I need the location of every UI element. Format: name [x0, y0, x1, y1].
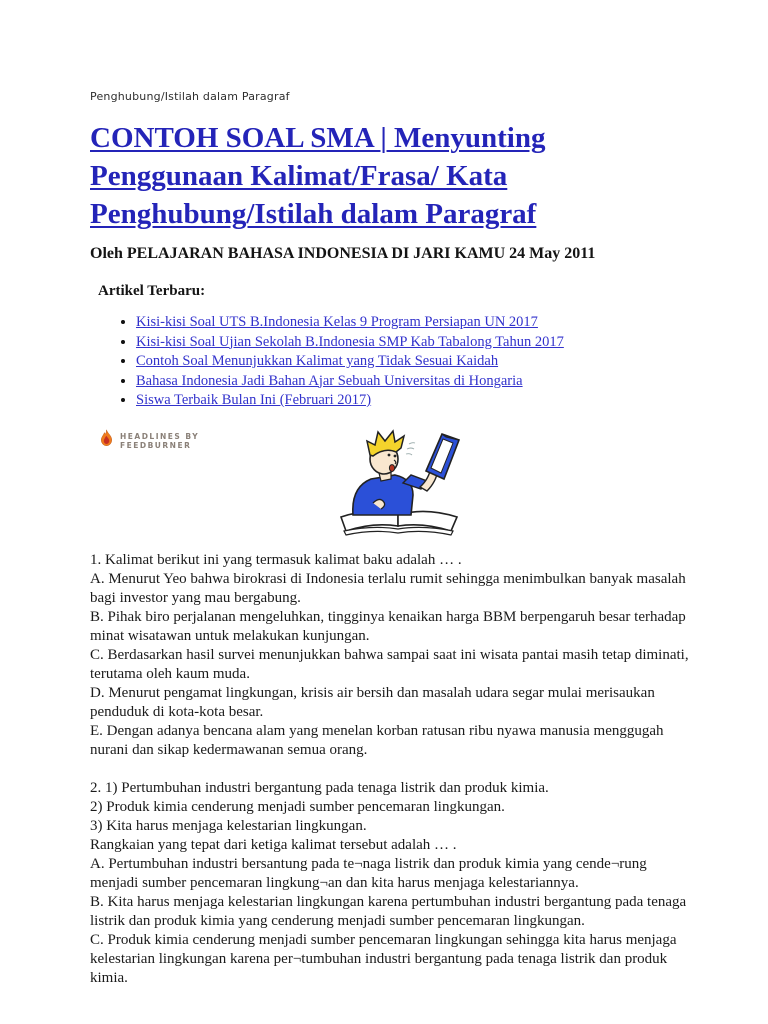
recent-article-item — [136, 352, 690, 372]
article-title-line-3: Penghubung/Istilah dalam Paragraf — [90, 198, 537, 230]
question-line: E. Dengan adanya bencana alam yang menelan korban ratusan ribu nyawa manusia menggugah nurani dan sikap kedermawanan semua orang. — [90, 722, 664, 758]
question-line: A. Menurut Yeo bahwa birokrasi di Indonesia terlalu rumit sehingga menimbulkan banyak masalah bagi investor yang mau bergabung. — [90, 570, 686, 606]
question-line: B. Pihak biro perjalanan mengeluhkan, tingginya kenaikan harga BBM berpengaruh besar terhadap minat wisatawan untuk melakukan kunjungan. — [90, 608, 686, 644]
question-line: D. Menurut pengamat lingkungan, krisis air bersih dan masalah udara segar mulai merisaukan penduduk di kota-kota besar. — [90, 684, 655, 720]
recent-article-link[interactable]: Contoh Soal Menunjukkan Kalimat yang Tidak Sesuai Kaidah — [136, 353, 499, 369]
recent-article-item — [136, 372, 690, 392]
recent-articles-label: Artikel Terbaru: — [98, 283, 206, 299]
question-line: 1. Kalimat berikut ini yang termasuk kalimat baku adalah … . — [90, 551, 462, 568]
question-line: C. Produk kimia cenderung menjadi sumber pencemaran lingkungan sehingga kita harus menjaga kelestarian lingkungan karena per¬tumbuhan industri bergantung pada tenaga listrik dan produk kimia. — [90, 931, 677, 986]
flame-icon — [98, 429, 115, 456]
article-title-link[interactable] — [90, 119, 690, 233]
recent-article-link[interactable]: Kisi-kisi Soal UTS B.Indonesia Kelas 9 Program Persiapan UN 2017 — [136, 314, 538, 330]
boy-reading-illustration — [323, 427, 473, 544]
question-line: 3) Kita harus menjaga kelestarian lingkungan. — [90, 817, 367, 834]
feedburner-label-line1: HEADLINES BY — [120, 431, 200, 441]
question-line: A. Pertumbuhan industri bersantung pada te¬naga listrik dan produk kimia yang cende¬rung menjadi sumber pencemaran lingkung¬an dan kita harus menjaga kelestariannya. — [90, 855, 647, 891]
feedburner-badge[interactable] — [98, 429, 199, 456]
media-band — [90, 427, 690, 539]
recent-article-link[interactable]: Kisi-kisi Soal Ujian Sekolah B.Indonesia SMP Kab Tabalong Tahun 2017 — [136, 333, 564, 350]
question-1 — [90, 551, 692, 760]
question-line: 2) Produk kimia cenderung menjadi sumber pencemaran lingkungan. — [90, 798, 505, 815]
question-line: C. Berdasarkan hasil survei menunjukkan bahwa sampai saat ini wisata pantai masih tetap diminati, terutama oleh kaum muda. — [90, 646, 689, 682]
question-2 — [90, 779, 692, 988]
article-title-line-2: Penggunaan Kalimat/Frasa/ Kata — [90, 160, 508, 192]
recent-article-item — [136, 391, 690, 411]
recent-articles-list — [90, 313, 690, 411]
page-header-note: Penghubung/Istilah dalam Paragraf — [90, 90, 290, 103]
recent-article-link[interactable]: Bahasa Indonesia Jadi Bahan Ajar Sebuah Universitas di Hongaria — [136, 372, 523, 389]
article-title-line-1: CONTOH SOAL SMA | Menyunting — [90, 122, 546, 154]
feedburner-label-line2: FEEDBURNER — [120, 440, 192, 450]
recent-article-item — [136, 333, 690, 353]
question-line: Rangkaian yang tepat dari ketiga kalimat tersebut adalah … . — [90, 836, 457, 853]
question-section — [90, 551, 692, 988]
feedburner-label — [120, 429, 199, 450]
question-line: B. Kita harus menjaga kelestarian lingkungan karena pertumbuhan industri bergantung pada tenaga listrik dan produk kimia yang cenderung menjadi sumber pencemaran lingkungan. — [90, 893, 687, 929]
recent-article-item — [136, 313, 690, 333]
question-line: 2. 1) Pertumbuhan industri bergantung pada tenaga listrik dan produk kimia. — [90, 779, 549, 796]
recent-article-link[interactable]: Siswa Terbaik Bulan Ini (Februari 2017) — [136, 392, 372, 408]
article-byline: Oleh PELAJARAN BAHASA INDONESIA DI JARI KAMU 24 May 2011 — [90, 245, 596, 262]
